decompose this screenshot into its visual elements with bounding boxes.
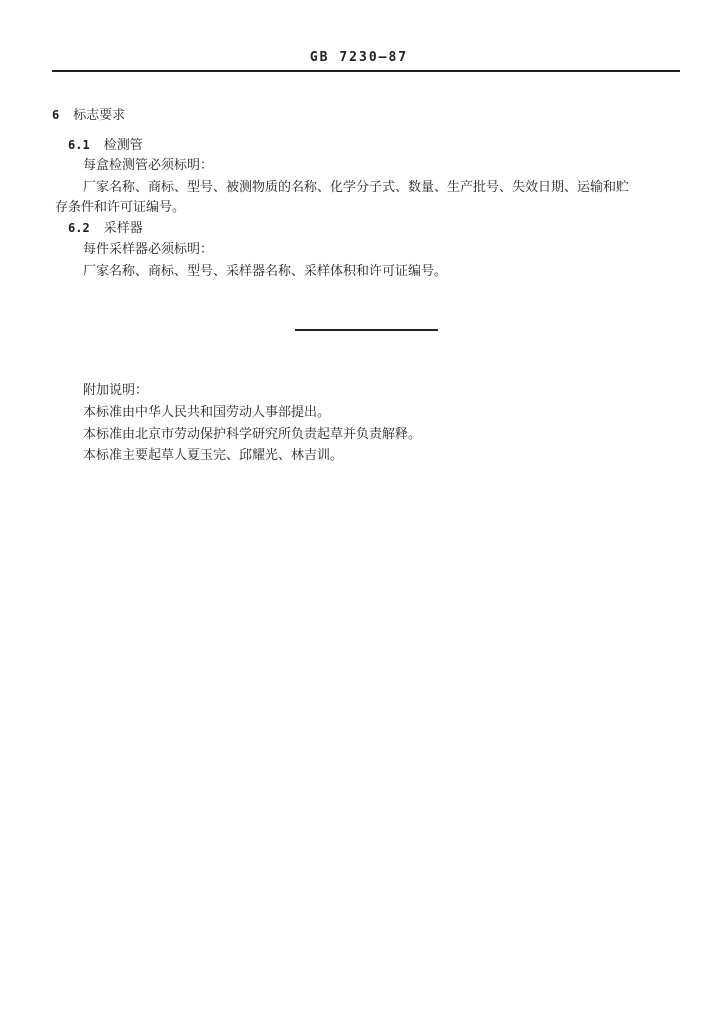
section-6-1-text-line2: 存条件和许可证编号。 — [55, 200, 186, 215]
section-6-2-text-line1: 厂家名称、商标、型号、采样器名称、采样体积和许可证编号。 — [83, 264, 448, 279]
section-6-1-number: 6.1 — [68, 138, 90, 152]
section-6-1-title: 检测管 — [103, 138, 143, 153]
section-6-2-intro: 每件采样器必须标明： — [83, 242, 214, 257]
section-6-2-number: 6.2 — [68, 221, 90, 235]
standard-number: GB 7230—87 — [309, 50, 409, 65]
section-6-title: 标志要求 — [73, 108, 126, 123]
section-6-1-heading — [68, 137, 143, 154]
end-of-text-rule — [295, 329, 438, 331]
section-6-1-intro: 每盒检测管必须标明： — [83, 158, 214, 173]
additional-note-line1: 本标准由中华人民共和国劳动人事部提出。 — [83, 405, 331, 420]
section-6-heading — [52, 107, 125, 124]
section-6-number: 6 — [52, 108, 60, 122]
section-6-2-title: 采样器 — [103, 221, 143, 236]
header-rule — [52, 70, 680, 72]
section-6-1-text-line1: 厂家名称、商标、型号、被测物质的名称、化学分子式、数量、生产批号、失效日期、运输和贮 — [83, 180, 630, 195]
additional-note-line3: 本标准主要起草人夏玉完、邱耀光、林吉训。 — [83, 448, 344, 463]
section-6-2-heading — [68, 220, 143, 237]
additional-notes-heading: 附加说明： — [83, 383, 149, 398]
additional-note-line2: 本标准由北京市劳动保护科学研究所负责起草并负责解释。 — [83, 427, 422, 442]
